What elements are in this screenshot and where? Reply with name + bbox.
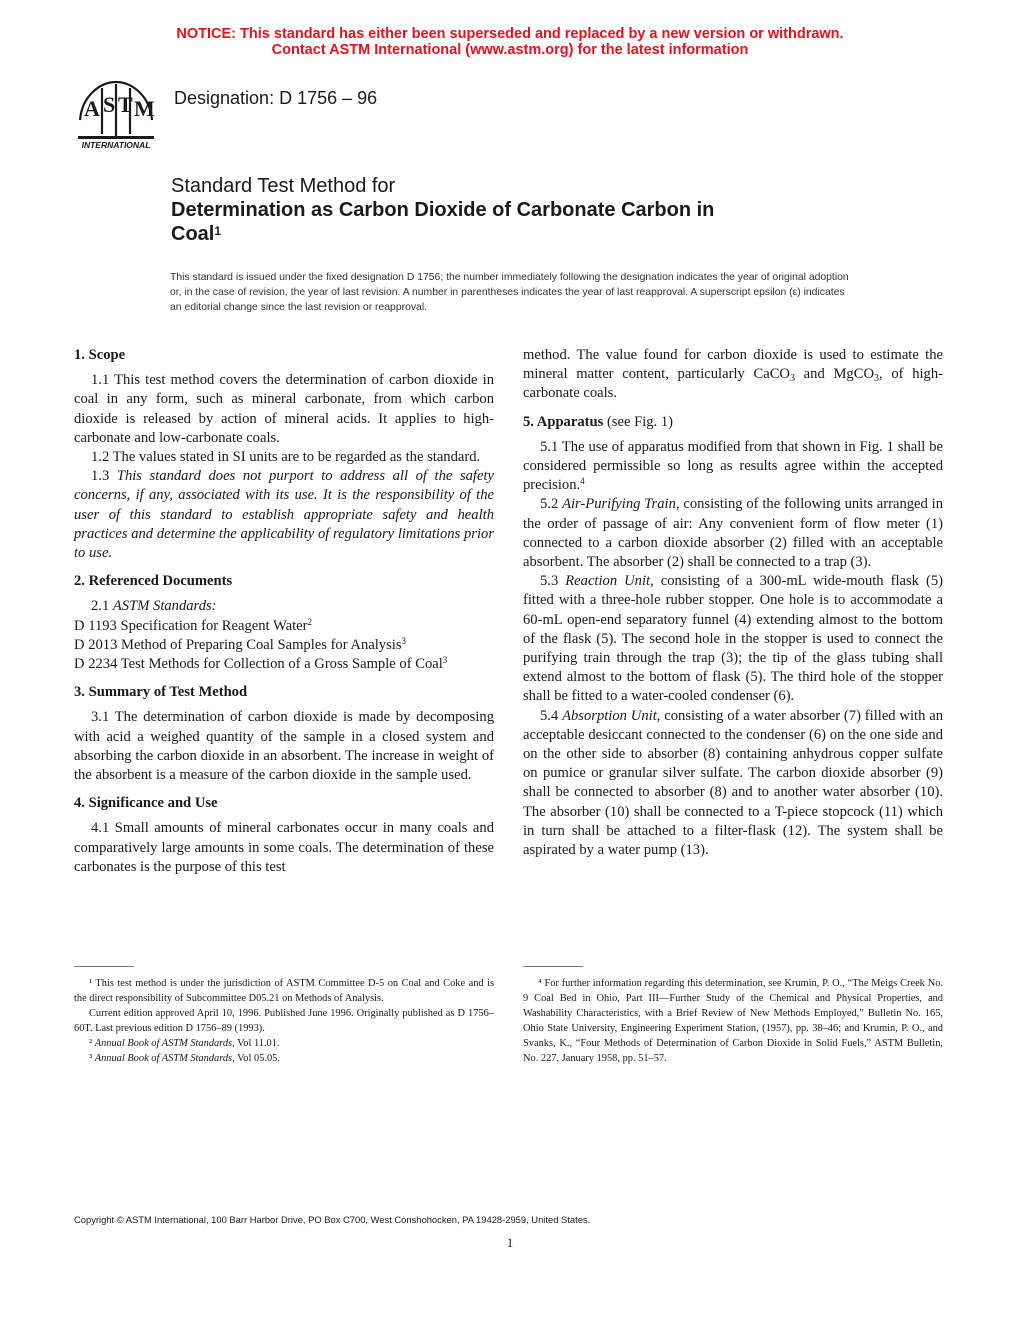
paragraph: 5.2 Air-Purifying Train, consisting of the following units arranged in the order of passage of air: Any convenient form of flow meter (1) connected to a carbon dioxide absorber (2) filled with an acceptable absorbent. The absorber (2) shall be connected to a trap (3). bbox=[523, 496, 944, 571]
svg-text:T: T bbox=[118, 92, 133, 117]
section-heading: 3. Summary of Test Method bbox=[74, 684, 248, 701]
title-line-2: Determination as Carbon Dioxide of Carbonate Carbon in bbox=[171, 199, 715, 221]
withdrawn-notice bbox=[0, 26, 1020, 58]
left-column bbox=[74, 346, 494, 886]
footnote-1: ¹ This test method is under the jurisdiction of ASTM Committee D-5 on Coal and Coke and is the direct responsibility of Subcommittee D05.21 on Methods of Analysis. bbox=[74, 978, 494, 1004]
paragraph: 5.1 The use of apparatus modified from that shown in Fig. 1 shall be considered permissible so long as results agree within the accepted precision.$^4$ bbox=[523, 438, 943, 494]
section-significance bbox=[74, 794, 494, 877]
paragraph: 5.3 Reaction Unit, consisting of a 300-mL wide-mouth flask (5) fitted with a three-hole rubber stopper. One hole is to accommodate a 60-mL open-end separatory funnel (4) extending almost to the bottom of the flask (5). The second hole in the stopper is used to connect the purifying train through the trap (3); the tip of the glass tubing shall extend almost to the bottom of flask (5). The third hole of the stopper shall be fitted to a water-cooled condenser (6). bbox=[523, 573, 943, 705]
paragraph: 5.4 Absorption Unit, consisting of a water absorber (7) filled with an acceptable desiccant connected to the condenser (6) on the one side and on the other side to absorber (8) containing anhydrous copper sulfate on pumice or granular silver sulfate. The carbon dioxide absorber (9) shall be connected to absorber (8) and to another water absorber (10). The absorber (10) shall be connected to a T-piece stopcock (11) which in turn shall be attached to a filter-flask (12). The system shall be aspirated by a water pump (13). bbox=[523, 707, 943, 859]
paragraph: 1.1 This test method covers the determination of carbon dioxide in coal in any form, such as mineral carbonate, from which carbon dioxide is released by action of mineral acids. It applies to high-carbonate and low-carbonate coals. bbox=[74, 372, 494, 446]
notice-line-1: NOTICE: This standard has either been superseded and replaced by a new version or withdrawn. bbox=[176, 26, 844, 42]
issuance-statement: This standard is issued under the fixed designation D 1756; the number immediately following the designation indicates the year of original adoption or, in the case of revision, the year of last revision. A number in parentheses indicates the year of last reapproval. A superscript epsilon (ε) indicates an editorial change since the last revision or reapproval. bbox=[170, 272, 849, 313]
paragraph-continued: method. The value found for carbon dioxide is used to estimate the mineral matter content, particularly CaCO$_3$ and MgCO$_3$, of high-carbonate coals. bbox=[523, 347, 943, 402]
copyright-line: Copyright © ASTM International, 100 Barr Harbor Drive, PO Box C700, West Conshohocken, PA 19428-2959, United States. bbox=[74, 1214, 591, 1225]
section-scope bbox=[74, 346, 494, 563]
subheading: 2.1 ASTM Standards: bbox=[91, 598, 217, 615]
logo-wordmark: INTERNATIONAL bbox=[81, 140, 151, 150]
title-line-3: Coal bbox=[171, 223, 215, 245]
right-column bbox=[523, 346, 943, 869]
title-line-1: Standard Test Method for bbox=[171, 175, 396, 197]
paragraph: 1.2 The values stated in SI units are to be regarded as the standard. bbox=[91, 449, 481, 466]
title-footnote-mark: 1 bbox=[214, 224, 222, 238]
page-number: 1 bbox=[506, 1235, 514, 1250]
paragraph: 4.1 Small amounts of mineral carbonates occur in many coals and comparatively large amounts in some coals. The determination of these carbonates is the purpose of this test bbox=[74, 820, 494, 875]
document-title bbox=[171, 174, 871, 246]
footnotes-right bbox=[523, 976, 943, 1066]
footnote-rule bbox=[74, 966, 134, 967]
section-summary bbox=[74, 683, 494, 785]
footnote-3: ³ Annual Book of ASTM Standards, Vol 05.05. bbox=[89, 1053, 280, 1064]
paragraph: 1.3 This standard does not purport to address all of the safety concerns, if any, associated with its use. It is the responsibility of the user of this standard to establish appropriate safety and health practices and determine the applicability of regulatory limitations prior to use. bbox=[74, 468, 494, 562]
svg-text:S: S bbox=[103, 92, 116, 117]
section-heading: 2. Referenced Documents bbox=[74, 573, 233, 590]
svg-text:A: A bbox=[84, 96, 100, 121]
footnote-1-continued: Current edition approved April 10, 1996. Published June 1996. Originally published as D 1756–60T. Last previous edition D 1756–89 (1993). bbox=[74, 1008, 494, 1034]
section-referenced-documents bbox=[74, 572, 494, 674]
notice-line-2: Contact ASTM International (www.astm.org) for the latest information bbox=[271, 42, 749, 58]
svg-text:M: M bbox=[134, 96, 155, 121]
section-apparatus: 5. Apparatus (see Fig. 1) 5.1 The use of apparatus modified from that shown in Fig. 1 shall be considered permissible so long as results agree within the accepted precision.$^4$ 5.2 Air-Purifying Train, consisting of the following units arranged in the order of passage of air: Any convenient form of flow meter (1) connected to a carbon dioxide absorber (2) filled with an acceptable absorbent. The absorber (2) shall be connected to a trap (3). 5.3 Reaction Unit, consisting of a 300-mL wide-mouth flask (5) fitted with a three-hole rubber stopper. One hole is to accommodate a 60-mL open-end separatory funnel (4) extending almost to the bottom of the flask (5). The second hole in the stopper is used to connect the purifying train through the trap (3); the tip of the glass tubing shall extend almost to the bottom of flask (5). The third hole of the stopper shall be fitted to a water-cooled condenser (6). 5.4 Absorption Unit, consisting of a water absorber (7) filled with an acceptable desiccant connected to the condenser (6) on the one side and on the other side to absorber (8) containing anhydrous copper sulfate on pumice or granular silver sulfate. The carbon dioxide absorber (9) shall be connected to absorber (8) and to another water absorber (10). The absorber (10) shall be connected to a T-piece stopcock (11) which in turn shall be attached to a filter-flask (12). The system shall be aspirated by a water pump (13). bbox=[523, 413, 943, 861]
section-heading: 1. Scope bbox=[74, 347, 126, 363]
reference-item: D 2234 Test Methods for Collection of a Gross Sample of Coal$^3$ bbox=[74, 655, 448, 673]
reference-item: D 2013 Method of Preparing Coal Samples for Analysis$^3$ bbox=[74, 635, 407, 653]
footnotes-left bbox=[74, 976, 494, 1066]
designation: Designation: D 1756 – 96 bbox=[174, 88, 378, 108]
footnote-2: ² Annual Book of ASTM Standards, Vol 11.01. bbox=[89, 1038, 280, 1049]
reference-item: D 1193 Specification for Reagent Water$^2$ bbox=[74, 616, 312, 634]
footnote-4: ⁴ For further information regarding this determination, see Krumin, P. O., “The Meigs Creek No. 9 Coal Bed in Ohio, Part III—Further Study of the Chemical and Physical Properties, and Washability Characteristics, with a Brief Review of New Methods Employed,” Bulletin No. 165, Ohio State University, Engineering Experiment Station, (1957), pp. 38–46; and Krumin, P. O., and Svanks, K., “Four Methods of Determination of Carbon Dioxide in Solid Fuels,” ASTM Bulletin, No. 227, January 1958, pp. 51–57. bbox=[523, 978, 943, 1064]
paragraph: 3.1 The determination of carbon dioxide is made by decomposing with acid a weighed quantity of the sample in a closed system and absorbing the carbon dioxide in an absorbent. The increase in weight of the absorbent is a measure of the carbon dioxide in the sample used. bbox=[74, 709, 494, 784]
astm-logo bbox=[72, 76, 160, 150]
footnote-rule bbox=[523, 966, 583, 967]
significance-continued bbox=[523, 346, 943, 404]
section-heading: 5. Apparatus bbox=[523, 413, 604, 430]
section-heading: 4. Significance and Use bbox=[74, 795, 218, 812]
